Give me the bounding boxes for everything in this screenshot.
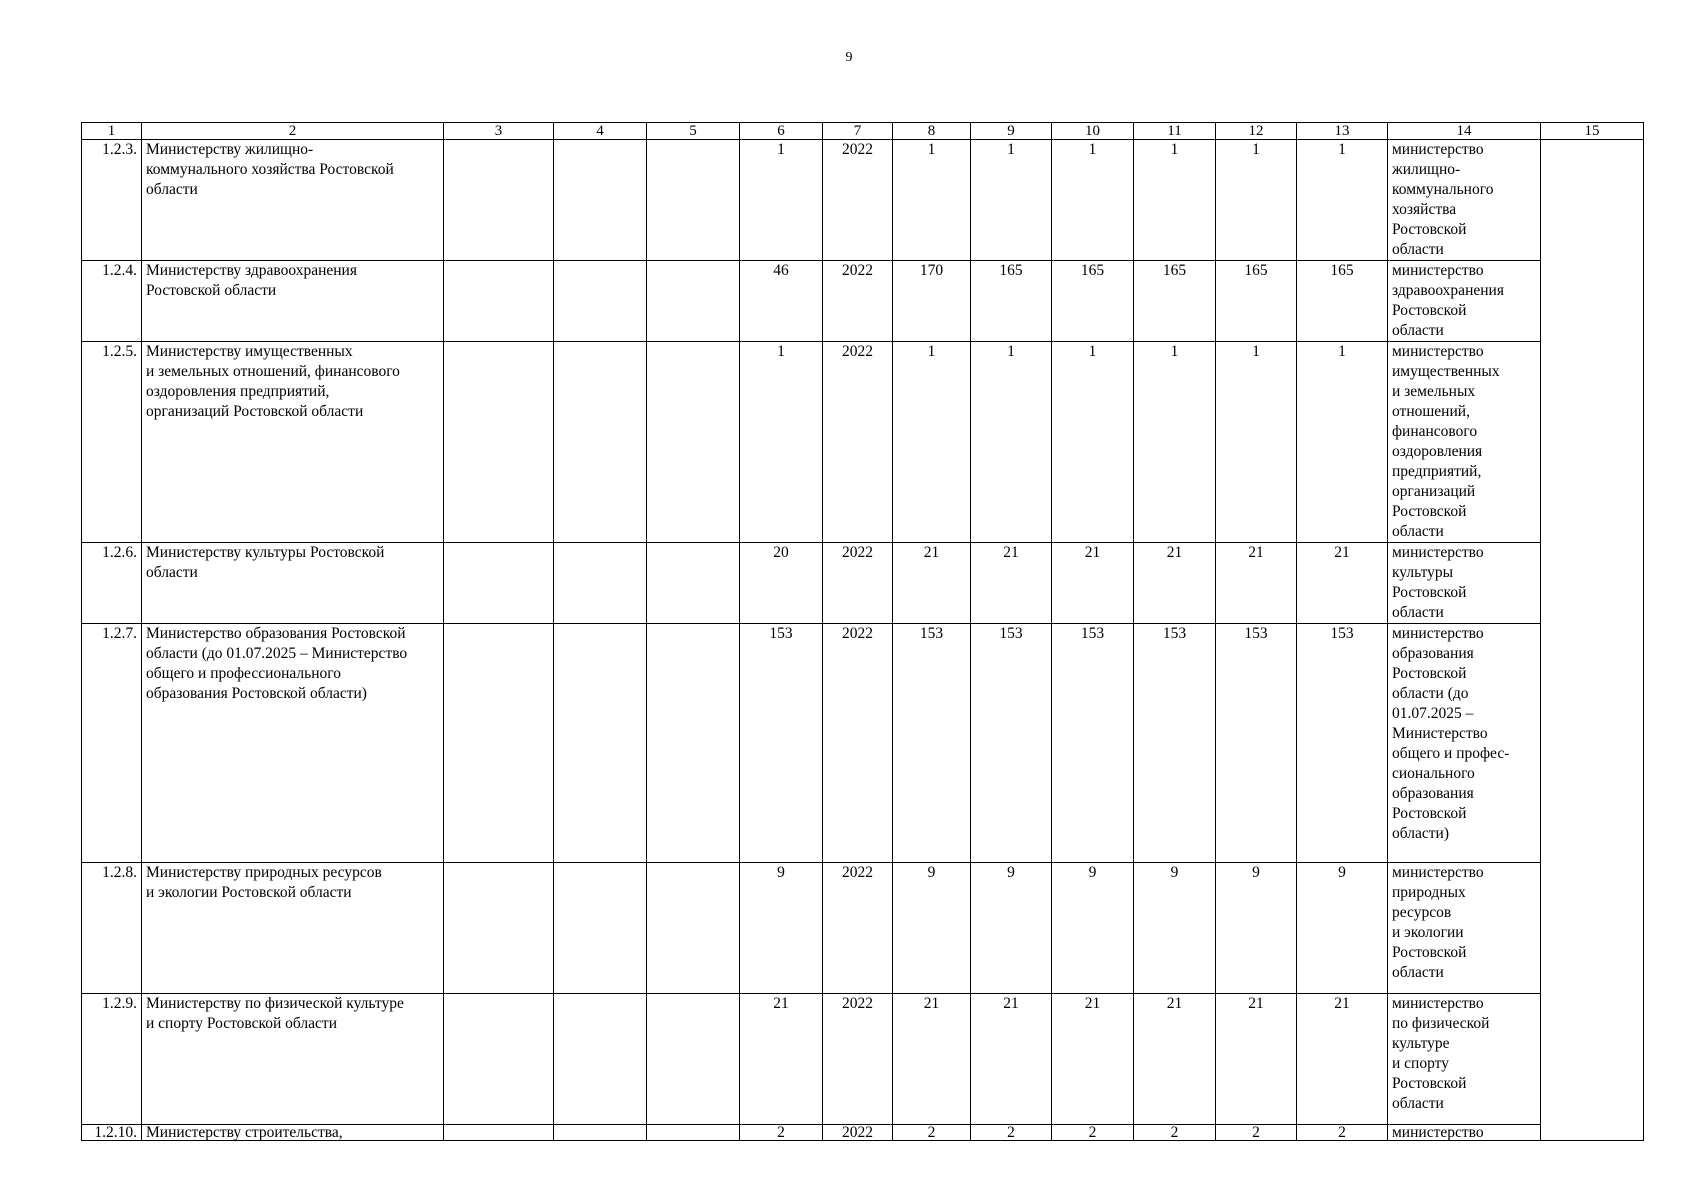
recipient-name: Министерству культуры Ростовской области [142, 543, 444, 624]
value-c7: 2022 [823, 543, 893, 624]
value-c7: 2022 [823, 624, 893, 863]
value-c11: 1 [1134, 140, 1216, 261]
value-c6: 153 [740, 624, 823, 863]
responsible-executor: министерство жилищно- коммунального хозяйства Ростовской области [1388, 140, 1541, 261]
value-c5 [647, 994, 740, 1125]
value-c9: 21 [971, 994, 1052, 1125]
value-c5 [647, 624, 740, 863]
value-c7: 2022 [823, 1125, 893, 1141]
column-header: 4 [554, 123, 647, 140]
value-c12: 1 [1216, 140, 1297, 261]
page-number: 9 [845, 50, 853, 65]
row-number: 1.2.8. [82, 863, 142, 994]
value-c7: 2022 [823, 261, 893, 342]
value-c13: 2 [1297, 1125, 1388, 1141]
table-row [82, 624, 1644, 863]
value-c10: 21 [1052, 543, 1134, 624]
recipient-name: Министерству здравоохранения Ростовской области [142, 261, 444, 342]
table-row [82, 342, 1644, 543]
column-header: 13 [1297, 123, 1388, 140]
value-c10: 1 [1052, 342, 1134, 543]
value-c12: 2 [1216, 1125, 1297, 1141]
value-c3 [444, 140, 554, 261]
value-c10: 1 [1052, 140, 1134, 261]
table-row [82, 863, 1644, 994]
responsible-executor: министерство по физической культуре и спорту Ростовской области [1388, 994, 1541, 1125]
value-c6: 20 [740, 543, 823, 624]
value-c3 [444, 543, 554, 624]
responsible-executor: министерство образования Ростовской области (до 01.07.2025 – Министерство общего и профес- сионального образования Ростовской области) [1388, 624, 1541, 863]
value-c5 [647, 342, 740, 543]
column-header: 3 [444, 123, 554, 140]
column-number-row [82, 123, 1644, 140]
value-c5 [647, 543, 740, 624]
value-c10: 2 [1052, 1125, 1134, 1141]
value-c8: 1 [893, 140, 971, 261]
responsible-executor: министерство имущественных и земельных отношений, финансового оздоровления предприятий, организаций Ростовской области [1388, 342, 1541, 543]
value-c7: 2022 [823, 342, 893, 543]
value-c11: 165 [1134, 261, 1216, 342]
data-table [81, 122, 1644, 1141]
row-number: 1.2.10. [82, 1125, 142, 1141]
row-number: 1.2.3. [82, 140, 142, 261]
column-header: 2 [142, 123, 444, 140]
row-number: 1.2.5. [82, 342, 142, 543]
table-row [82, 994, 1644, 1125]
value-c6: 46 [740, 261, 823, 342]
responsible-executor: министерство [1388, 1125, 1541, 1141]
value-c7: 2022 [823, 994, 893, 1125]
column-header: 7 [823, 123, 893, 140]
value-c11: 21 [1134, 994, 1216, 1125]
value-c6: 9 [740, 863, 823, 994]
value-c3 [444, 261, 554, 342]
value-c6: 21 [740, 994, 823, 1125]
column-header: 10 [1052, 123, 1134, 140]
value-c12: 1 [1216, 342, 1297, 543]
value-c12: 9 [1216, 863, 1297, 994]
value-c8: 1 [893, 342, 971, 543]
value-c4 [554, 1125, 647, 1141]
value-c11: 2 [1134, 1125, 1216, 1141]
responsible-executor: министерство культуры Ростовской области [1388, 543, 1541, 624]
value-c9: 153 [971, 624, 1052, 863]
value-c3 [444, 1125, 554, 1141]
value-c8: 21 [893, 543, 971, 624]
table-row [82, 140, 1644, 261]
column-header: 9 [971, 123, 1052, 140]
value-c7: 2022 [823, 863, 893, 994]
value-c4 [554, 261, 647, 342]
value-c11: 153 [1134, 624, 1216, 863]
value-c8: 170 [893, 261, 971, 342]
value-c13: 21 [1297, 994, 1388, 1125]
value-c7: 2022 [823, 140, 893, 261]
column-header: 11 [1134, 123, 1216, 140]
value-c12: 21 [1216, 994, 1297, 1125]
row-number: 1.2.6. [82, 543, 142, 624]
column-header: 14 [1388, 123, 1541, 140]
value-c9: 9 [971, 863, 1052, 994]
value-c5 [647, 261, 740, 342]
value-c10: 9 [1052, 863, 1134, 994]
value-c9: 1 [971, 140, 1052, 261]
column-header: 5 [647, 123, 740, 140]
column-header: 1 [82, 123, 142, 140]
value-c9: 21 [971, 543, 1052, 624]
value-c3 [444, 863, 554, 994]
value-c4 [554, 863, 647, 994]
value-c8: 9 [893, 863, 971, 994]
value-c13: 1 [1297, 342, 1388, 543]
value-c12: 165 [1216, 261, 1297, 342]
value-c10: 165 [1052, 261, 1134, 342]
value-c4 [554, 140, 647, 261]
value-c11: 21 [1134, 543, 1216, 624]
column-header: 6 [740, 123, 823, 140]
row-number: 1.2.7. [82, 624, 142, 863]
value-c5 [647, 1125, 740, 1141]
value-c5 [647, 140, 740, 261]
responsible-executor: министерство здравоохранения Ростовской области [1388, 261, 1541, 342]
value-c9: 2 [971, 1125, 1052, 1141]
table-row [82, 261, 1644, 342]
recipient-name: Министерству строительства, [142, 1125, 444, 1141]
value-c6: 1 [740, 342, 823, 543]
column-15-cell [1541, 140, 1644, 1141]
value-c13: 153 [1297, 624, 1388, 863]
value-c8: 2 [893, 1125, 971, 1141]
value-c3 [444, 994, 554, 1125]
value-c11: 9 [1134, 863, 1216, 994]
column-header: 12 [1216, 123, 1297, 140]
recipient-name: Министерству природных ресурсов и экологии Ростовской области [142, 863, 444, 994]
table-row [82, 543, 1644, 624]
value-c4 [554, 342, 647, 543]
recipient-name: Министерству по физической культуре и спорту Ростовской области [142, 994, 444, 1125]
column-header: 15 [1541, 123, 1644, 140]
value-c3 [444, 342, 554, 543]
column-header: 8 [893, 123, 971, 140]
row-number: 1.2.4. [82, 261, 142, 342]
value-c8: 21 [893, 994, 971, 1125]
value-c13: 1 [1297, 140, 1388, 261]
value-c8: 153 [893, 624, 971, 863]
responsible-executor: министерство природных ресурсов и экологии Ростовской области [1388, 863, 1541, 994]
row-number: 1.2.9. [82, 994, 142, 1125]
value-c9: 1 [971, 342, 1052, 543]
value-c13: 21 [1297, 543, 1388, 624]
value-c11: 1 [1134, 342, 1216, 543]
value-c9: 165 [971, 261, 1052, 342]
table-row [82, 1125, 1644, 1141]
value-c10: 21 [1052, 994, 1134, 1125]
value-c4 [554, 624, 647, 863]
value-c5 [647, 863, 740, 994]
recipient-name: Министерство образования Ростовской области (до 01.07.2025 – Министерство общего и профессионального образования Ростовской области) [142, 624, 444, 863]
value-c6: 2 [740, 1125, 823, 1141]
value-c12: 153 [1216, 624, 1297, 863]
value-c13: 9 [1297, 863, 1388, 994]
value-c4 [554, 543, 647, 624]
value-c12: 21 [1216, 543, 1297, 624]
recipient-name: Министерству имущественных и земельных отношений, финансового оздоровления предприятий, организаций Ростовской области [142, 342, 444, 543]
value-c13: 165 [1297, 261, 1388, 342]
value-c6: 1 [740, 140, 823, 261]
recipient-name: Министерству жилищно- коммунального хозяйства Ростовской области [142, 140, 444, 261]
value-c3 [444, 624, 554, 863]
value-c4 [554, 994, 647, 1125]
value-c10: 153 [1052, 624, 1134, 863]
